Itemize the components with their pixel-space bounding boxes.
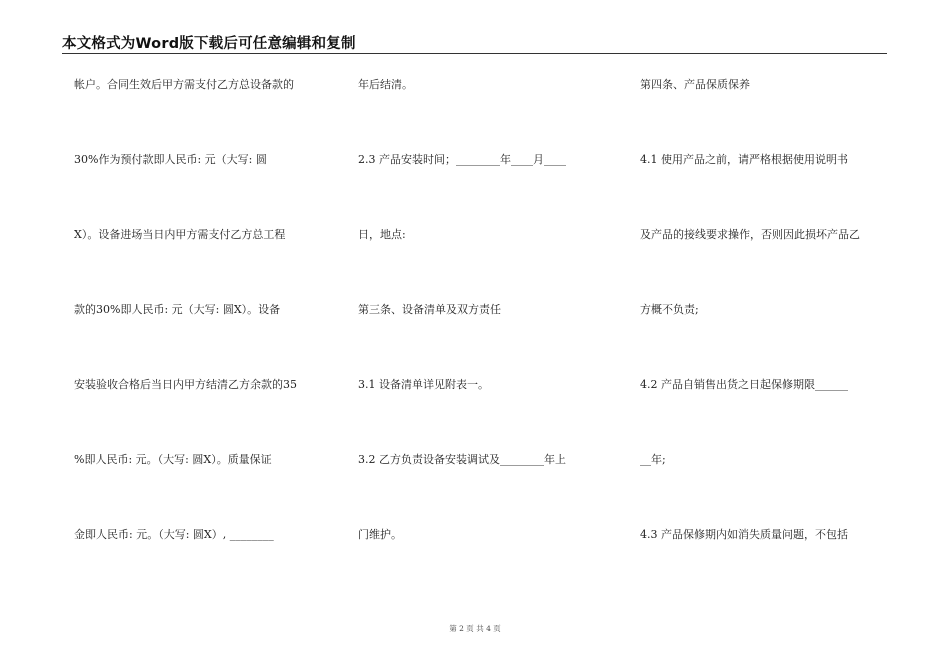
text-line: 方概不负责;	[640, 303, 699, 316]
text-line: 金即人民币: 元。（大写: 圆X）, ________	[74, 528, 274, 541]
text-line: 款的30%即人民币: 元（大写: 圆X）。设备	[74, 303, 281, 316]
text-line: 安装验收合格后当日内甲方结清乙方余款的35	[74, 378, 297, 391]
text-line: 年后结清。	[358, 78, 413, 91]
text-line: 4.2 产品自销售出货之日起保修期限______	[640, 378, 848, 391]
text-line: 帐户。合同生效后甲方需支付乙方总设备款的	[74, 78, 294, 91]
text-line: 日，地点:	[358, 228, 406, 241]
text-line: 2.3 产品安装时间；________年____月____	[358, 153, 566, 166]
text-line: 4.1 使用产品之前，请严格根据使用说明书	[640, 153, 848, 166]
text-line: 第四条、产品保质保养	[640, 78, 750, 91]
text-line: 3.1 设备清单详见附表一。	[358, 378, 489, 391]
text-line: 及产品的接线要求操作，否则因此损坏产品乙	[640, 228, 860, 241]
header-rule	[62, 53, 887, 54]
text-line: 30%作为预付款即人民币: 元（大写: 圆	[74, 153, 267, 166]
text-line: __年;	[640, 453, 666, 466]
text-line: 4.3 产品保修期内如消失质量问题，不包括	[640, 528, 848, 541]
text-line: %即人民币: 元。（大写: 圆X）。质量保证	[74, 453, 272, 466]
text-line: 门维护。	[358, 528, 402, 541]
text-line: 第三条、设备清单及双方责任	[358, 303, 501, 316]
page-number: 第 2 页 共 4 页	[449, 624, 501, 633]
text-line: X）。设备进场当日内甲方需支付乙方总工程	[74, 228, 286, 241]
document-banner: 本文格式为Word版下载后可任意编辑和复制	[62, 36, 356, 52]
text-line: 3.2 乙方负责设备安装调试及________年上	[358, 453, 566, 466]
